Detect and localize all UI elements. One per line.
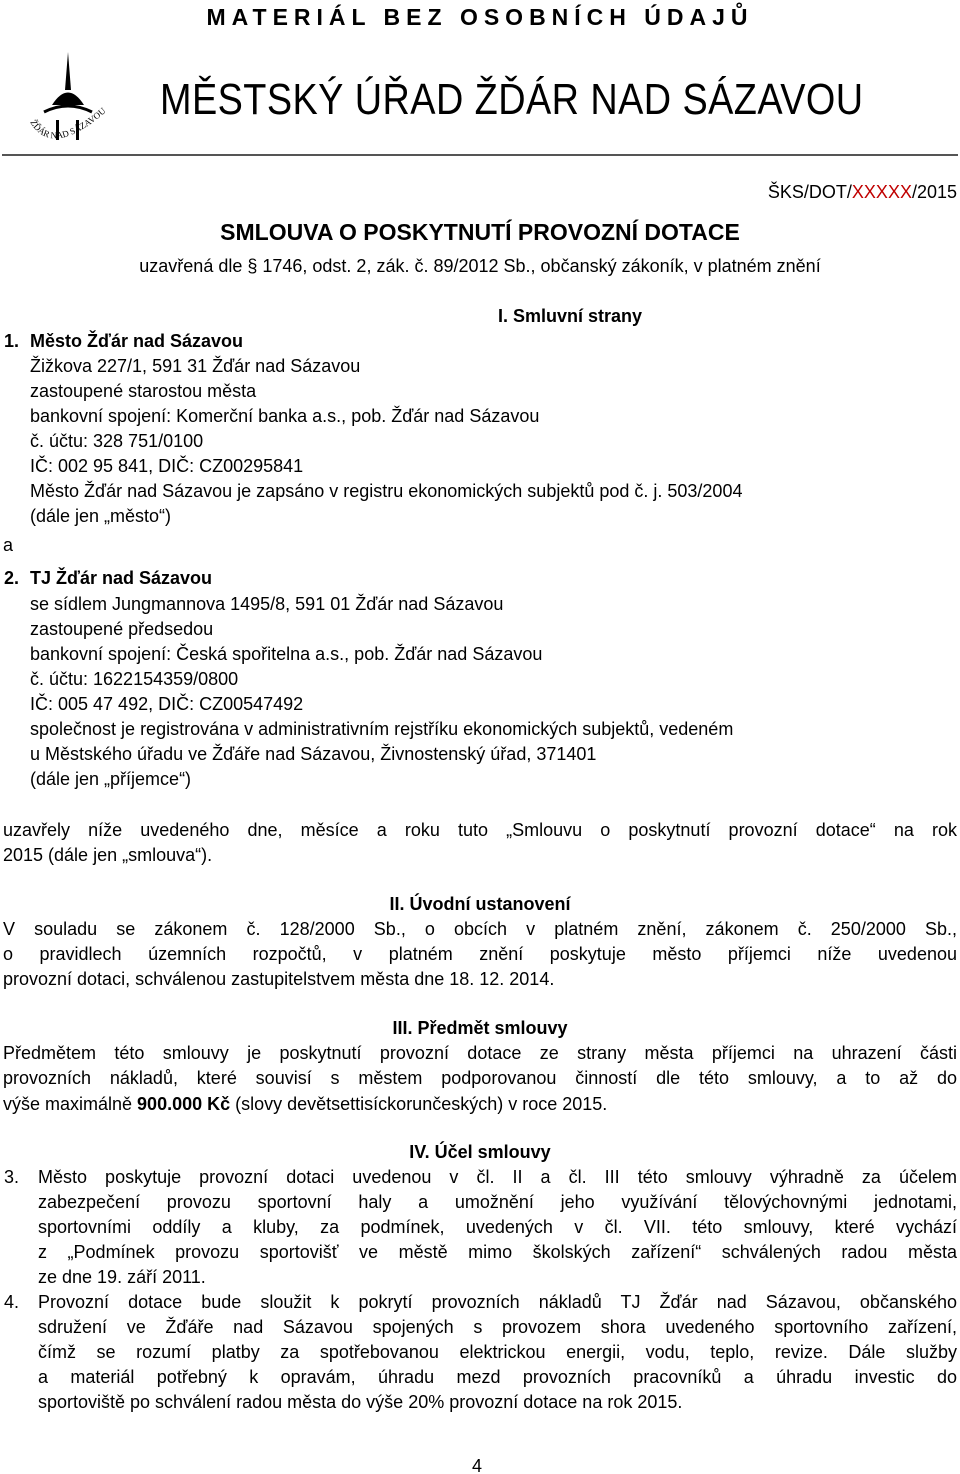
text-line: bankovní spojení: Komerční banka a.s., pob. Žďár nad Sázavou: [30, 406, 540, 426]
document-subtitle: uzavřená dle § 1746, odst. 2, zák. č. 89/2012 Sb., občanský zákoník, v platném znění: [139, 256, 821, 276]
text-line: Předmětem této smlouvy je poskytnutí provozní dotace ze strany města příjemci na uhrazení části: [3, 1043, 957, 1063]
text-line: sportoviště po schválení radou města do výše 20% provozní dotace na rok 2015.: [38, 1392, 683, 1412]
item-4-number: 4.: [4, 1292, 20, 1312]
text-line: společnost je registrována v administrativním rejstříku ekonomických subjektů, vedeném: [30, 719, 734, 739]
and-text: a: [3, 535, 14, 555]
text-line: zabezpečení provozu sportovní haly a umožnění jeho využívání tělovýchovnými jednotami,: [38, 1192, 957, 1212]
text-line: zastoupené předsedou: [30, 619, 214, 639]
text-line: Město Žďár nad Sázavou je zapsáno v registru ekonomických subjektů pod č. j. 503/2004: [30, 481, 743, 501]
text-line: z „Podmínek provozu sportovišť ve městě mimo školských zařízení“ schválených radou města: [38, 1242, 957, 1262]
closing-line-1: uzavřely níže uvedeného dne, měsíce a roku tuto „Smlouvu o poskytnutí provozní dotace“ na rok: [3, 820, 957, 840]
text-line: Město poskytuje provozní dotaci uvedenou v čl. II a čl. III této smlouvy výhradně za účelem: [38, 1167, 957, 1187]
confidentiality-banner: MATERIÁL BEZ OSOBNÍCH ÚDAJŮ: [206, 4, 754, 30]
text-line: se sídlem Jungmannova 1495/8, 591 01 Žďár nad Sázavou: [30, 594, 504, 614]
reference-number: ŠKS/DOT/XXXXX/2015: [767, 182, 957, 202]
city-logo: [12, 50, 122, 150]
text-line: (dále jen „město“): [30, 506, 172, 526]
svg-text:ŽĎÁR NAD SÁZAVOU: [28, 105, 107, 140]
text-line: IČ: 005 47 492, DIČ: CZ00547492: [30, 694, 304, 714]
text-line: (dále jen „příjemce“): [30, 769, 192, 789]
party-2-name: TJ Žďár nad Sázavou: [30, 568, 212, 588]
section-3-heading: III. Předmět smlouvy: [392, 1018, 568, 1038]
text-line: ze dne 19. září 2011.: [38, 1267, 206, 1287]
text-line: provozní dotaci, schválenou zastupitelstvem města dne 18. 12. 2014.: [3, 969, 555, 989]
text-line: provozních nákladů, které souvisí s městem podporovanou činností dle této smlouvy, a to až do: [3, 1068, 957, 1088]
text-line: V souladu se zákonem č. 128/2000 Sb., o obcích v platném znění, zákonem č. 250/2000 Sb.,: [3, 919, 957, 939]
text-line: sportovními oddíly a kluby, za podmínek, uvedených v čl. VII. této smlouvy, které vychází: [38, 1217, 957, 1237]
section-2-heading: II. Úvodní ustanovení: [389, 894, 571, 914]
page-number: 4: [472, 1456, 483, 1474]
text-line: č. účtu: 328 751/0100: [30, 431, 204, 451]
closing-line-2: 2015 (dále jen „smlouva“).: [3, 845, 213, 865]
text-line: a materiál potřebný k opravám, úhradu mezd provozních pracovníků a úhradu investic do: [38, 1367, 957, 1387]
party-1-name: Město Žďár nad Sázavou: [30, 331, 243, 351]
section-3-last-line: výše maximálně 900.000 Kč (slovy devětsettisíckorunčeských) v roce 2015.: [3, 1094, 608, 1114]
text-line: sdružení ve Žďáře nad Sázavou spojených s provozem shora uvedeného sportovního zařízení,: [38, 1317, 957, 1337]
party-2-number: 2.: [4, 568, 20, 588]
section-4-heading: IV. Účel smlouvy: [409, 1142, 551, 1162]
logo-text: ŽĎÁR NAD SÁZAVOU: [28, 105, 108, 141]
header-divider: [2, 154, 958, 156]
text-line: čímž se rozumí platby za spotřebovanou elektrickou energii, vodu, teplo, revize. Dále služby: [38, 1342, 957, 1362]
section-1-heading: I. Smluvní strany: [497, 306, 643, 326]
text-line: u Městského úřadu ve Žďáře nad Sázavou, Živnostenský úřad, 371401: [30, 744, 597, 764]
text-line: o pravidlech územních rozpočtů, v platném znění poskytuje město příjemci níže uvedenou: [3, 944, 957, 964]
text-line: IČ: 002 95 841, DIČ: CZ00295841: [30, 456, 304, 476]
item-3-number: 3.: [4, 1167, 20, 1187]
text-line: Žižkova 227/1, 591 31 Žďár nad Sázavou: [30, 356, 361, 376]
text-line: zastoupené starostou města: [30, 381, 257, 401]
text-line: Provozní dotace bude sloužit k pokrytí provozních nákladů TJ Žďár nad Sázavou, občanského: [38, 1292, 957, 1312]
subsidy-amount: 900.000 Kč: [137, 1094, 231, 1114]
office-name: MĚSTSKÝ ÚŘAD ŽĎÁR NAD SÁZAVOU: [160, 75, 864, 124]
text-line: č. účtu: 1622154359/0800: [30, 669, 239, 689]
text-line: bankovní spojení: Česká spořitelna a.s., pob. Žďár nad Sázavou: [30, 644, 543, 664]
document-title: SMLOUVA O POSKYTNUTÍ PROVOZNÍ DOTACE: [220, 219, 740, 245]
party-1-number: 1.: [4, 331, 20, 351]
